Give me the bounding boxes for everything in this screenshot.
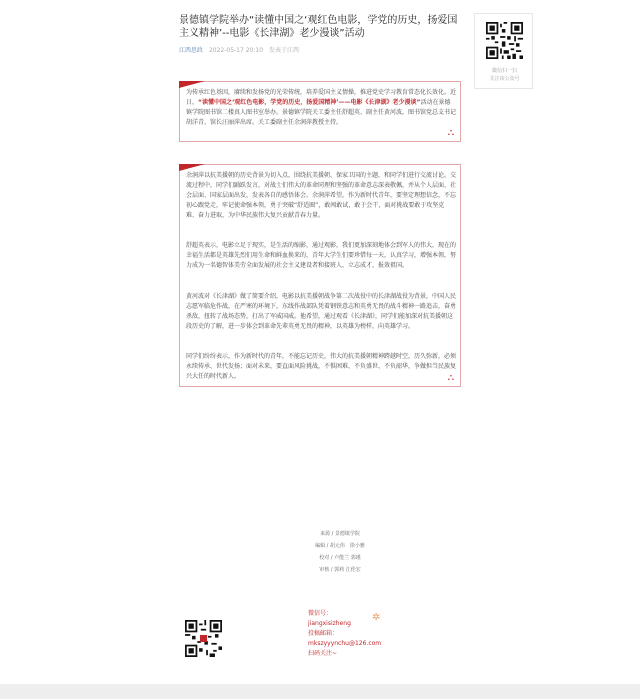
corner-ornament-icon: ⛬ [447,373,454,383]
wechat-label: 微信号： [308,610,333,617]
article-title: 景德镇学院举办“读懂中国之‘观红色电影，学党的历史，扬爱国主义精神’--电影《长津湖》老少漫谈”活动 [179,15,458,39]
intro-paragraph [186,88,456,128]
credit-editor: 编辑 / 胡元伟 徐小雅 [315,543,365,549]
contact-block [308,609,381,659]
body-paragraph-2: 舒超英表示，电影立足于现实，是生活的缩影，通过观影，我们更加深刻地体会到军人的伟大，现在的幸福生活都是英雄先烈们用生命和鲜血换来的，青年大学生们要珍惜每一天，认真学习，增强本领，努力成为一名德智体美劳全面发展的社会主义建设者和接班人，立志成才，报效祖国。 [186,242,457,269]
email-label: 投稿邮箱： [308,630,339,637]
qr-caption-2: 关注该公众号 [489,76,520,82]
source-link[interactable]: 江西思政 [179,47,204,54]
credit-review: 审核 / 郭莉 江伦宏 [319,567,361,573]
corner-decoration [179,164,205,171]
corner-ornament-icon: ⛬ [447,128,454,138]
intro-highlight: “读懂中国之‘观红色电影，学党的历史，扬爱国精神’——电影《长津湖》老少漫谈” [198,99,421,106]
publish-date: 2022-05-17 20:10 [208,47,264,54]
corner-decoration [179,81,205,88]
credit-proofread: 校对 / 卢能兰 郭瑾 [319,555,361,561]
qr-code-icon [486,22,523,59]
credit-source: 来源 / 景德镇学院 [320,531,360,537]
qr-card [474,13,533,89]
intro-text-pre: 为传承红色基因，赓续和发扬党的光荣传统，培养爱国主义情操，推进党史学习教育常态化长效化。近日， [186,89,457,106]
body-box [179,164,461,387]
intro-text-post: 活动在景德镇学院图书馆二楼真人图书室举办。景德镇学院关工委主任舒超英、副主任黄河波，图书馆党总支书记胡洋青、馆长汪丽萍出席。关工委副主任余润萍教授主持。 [186,99,457,126]
follow-prompt: 扫码关注~ [308,650,338,657]
body-paragraph-4: 同学们纷纷表示，作为新时代的青年，不能忘记历史，伟大的抗美援朝精神跨越时空，历久弥新，必须永续传承、世代发扬；面对未来，要直面风险挑战，不惧困难、不负盛世、不负韶华，争做担当民族复兴大任的时代新人。 [186,353,457,380]
body-paragraph-1: 余润萍以抗美援朝的历史背景为切入点，围绕抗美援朝、保家卫国的主题，和同学们进行交流讨论。交流过程中，同学们踊跃发言，对战士们伟大的革命同理和坚强的革命意志深表敬佩，并从个人层面、社会层面、国家层面出发，发表各自的感悟体会。余润萍希望，作为新时代青年，要坚定理想信念，不忘初心跟党走，牢记使命强本领，勇于突破“舒适圈”，敢闯敢试，敢于会干，面对挑战要敢于攻坚克难、奋力进取，为中华民族伟大复兴贡献青春力量。 [186,172,457,219]
footer-qr-code-icon [185,620,222,657]
bottom-bar [0,684,640,699]
intro-box [179,81,461,142]
qr-caption-1: 微信扫一扫 [491,68,517,74]
wechat-id: jiangxisizheng [308,620,351,627]
body-paragraph-3: 黄河波对《长津湖》做了简要介绍，电影以抗美援朝战争第二次战役中的长津湖战役为背景，中国人民志愿军临危作战，在严寒的环境下，东线作战部队凭着钢铁意志和英勇无畏的战斗精神一路追击，奋勇杀敌，扭转了战场态势，打出了军威国威。他希望，通过观看《长津湖》，同学们能加深对抗美援朝这段历史的了解，进一步体会到革命先辈英勇无畏的精神，以英雄为榜样，向英雄学习。 [186,293,457,330]
article-meta [179,45,299,54]
publish-location: 发表于江西 [268,47,299,54]
sparkle-icon: ✲ [372,612,381,623]
email-address[interactable]: mkszyyynchu@126.com [308,640,382,647]
